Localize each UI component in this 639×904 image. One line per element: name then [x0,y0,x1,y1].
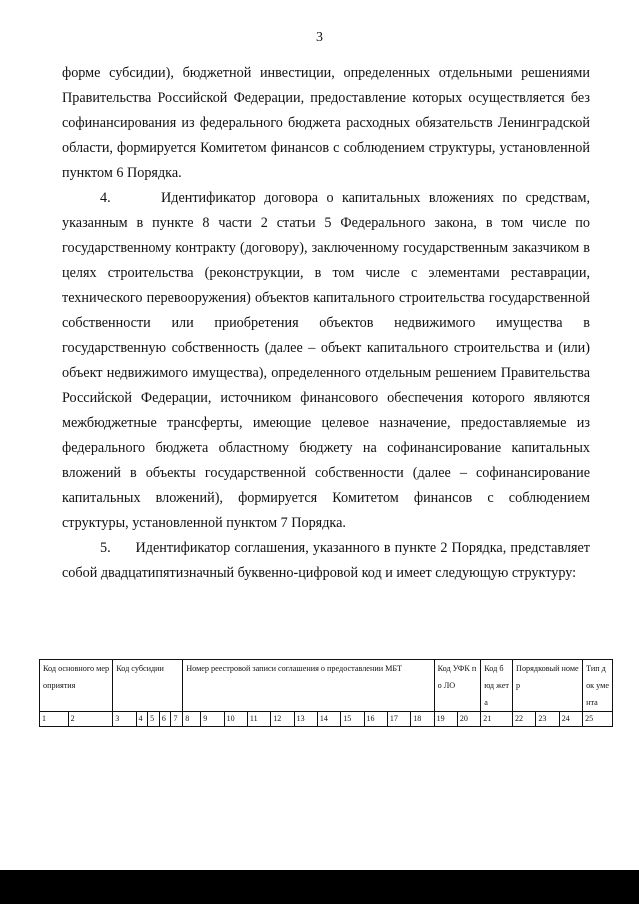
position-cell: 12 [271,712,294,727]
position-cell: 20 [457,712,480,727]
position-cell: 10 [224,712,247,727]
position-cell: 13 [294,712,317,727]
header-main-activity-code: Код основного мероприятия [40,660,113,712]
position-cell: 4 [136,712,148,727]
header-budget-code: Код бюд жет а [481,660,513,712]
position-cell: 7 [171,712,183,727]
position-cell: 17 [387,712,410,727]
position-cell: 11 [247,712,270,727]
position-cell: 25 [583,712,613,727]
table-position-row [40,712,613,727]
paragraph-item-4: 4. Идентификатор договора о капитальных вложениях по средствам, указанным в пункте 8 части 2 статьи 5 Федерального закона, в том числе по государственному контракту (договору), заключенному государственным заказчиком в целях строительства (реконструкции, в том числе с элементами реставрации, технического перевооружения) объектов капитального строительства государственной собственности или приобретения объектов недвижимого имущества в государственную собственность (далее – объект капитального строительства и (или) объект недвижимого имущества), определенного отдельным решением Правительства Российской Федерации, источником финансового обеспечения которого являются межбюджетные трансферты, имеющие целевое назначение, предоставляемые из федерального бюджета областному бюджету на софинансирование капитальных вложений в объекты государственной собственности (далее – софинансирование капитальных вложений), формируется Комитетом финансов с соблюдением структуры, установленной пунктом 7 Порядка. [62,190,590,531]
page-number: 3 [316,30,323,45]
header-document-type: Тип док уме нта [583,660,613,712]
position-cell: 22 [513,712,536,727]
position-cell: 19 [434,712,457,727]
position-cell: 1 [40,712,69,727]
paragraph-continuation: форме субсидии), бюджетной инвестиции, определенных отдельными решениями Правительства Российской Федерации, предоставление которых осуществляется без софинансирования из федерального бюджета расходных обязательств Ленинградской области, формируется Комитетом финансов с соблюдением структуры, установленной пунктом 6 Порядка. [62,65,590,181]
position-cell: 5 [148,712,160,727]
scan-bottom-edge [0,870,639,904]
position-cell: 21 [481,712,513,727]
header-registry-record-number: Номер реестровой записи соглашения о предоставлении МБТ [183,660,434,712]
position-cell: 15 [341,712,364,727]
position-cell: 16 [364,712,387,727]
position-cell: 8 [183,712,201,727]
paragraph-item-5: 5. Идентификатор соглашения, указанного в пункте 2 Порядка, представляет собой двадцатипятизначный буквенно-цифровой код и имеет следующую структуру: [62,540,590,581]
table-header-row [40,660,613,712]
document-body [62,61,590,586]
position-cell: 6 [159,712,171,727]
position-cell: 2 [68,712,113,727]
header-ufk-code: Код УФК по ЛО [434,660,481,712]
position-cell: 23 [536,712,559,727]
position-cell: 18 [411,712,434,727]
header-subsidy-code: Код субсидии [113,660,183,712]
header-serial-number: Порядковый номер [513,660,583,712]
identifier-structure-table [39,659,613,727]
position-cell: 3 [113,712,136,727]
position-cell: 14 [317,712,340,727]
position-cell: 9 [201,712,224,727]
position-cell: 24 [559,712,582,727]
